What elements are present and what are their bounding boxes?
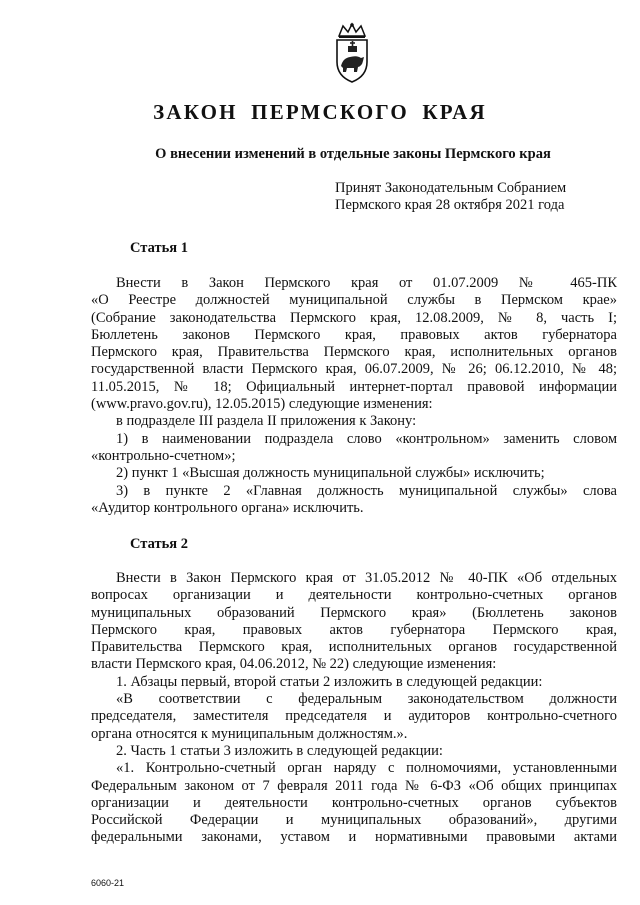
- text-line: организации и деятельности контрольно-счетных органов субъектов: [91, 794, 617, 811]
- text-line: «Аудитор контрольного органа» исключить.: [91, 499, 364, 516]
- adoption-note: [335, 180, 566, 214]
- text-line: 3) в пункте 2 «Главная должность муниципальной службы» слова: [116, 482, 617, 499]
- document-code: 6060-21: [91, 878, 125, 888]
- text-line: государственной власти Пермского края, 06.07.2009, № 26; 06.12.2010, № 48;: [91, 361, 617, 378]
- adoption-line: Пермского края 28 октября 2021 года: [335, 197, 565, 213]
- text-line: председателя, заместителя председателя и аудиторов контрольно-счетного: [91, 708, 617, 725]
- law-title: ЗАКОН ПЕРМСКОГО КРАЯ: [153, 100, 487, 124]
- text-line: 2. Часть 1 статьи 3 изложить в следующей редакции:: [116, 742, 443, 759]
- article-1-body: [91, 275, 617, 517]
- text-line: федеральными законами, уставом и нормативными правовыми актами: [91, 829, 617, 846]
- article-1-heading: Статья 1: [130, 240, 188, 256]
- text-line: (www.pravo.gov.ru), 12.05.2015) следующие изменения:: [91, 396, 433, 413]
- text-line: 1. Абзацы первый, второй статьи 2 изложить в следующей редакции:: [116, 673, 543, 690]
- text-line: 1) в наименовании подраздела слово «контрольном» заменить словом: [116, 430, 617, 447]
- text-line: Правительства Пермского края, исполнительных органов государственной: [91, 639, 617, 656]
- text-line: «В соответствии с федеральным законодательством должности: [116, 691, 617, 708]
- article-2-heading: Статья 2: [130, 536, 188, 552]
- text-line: Внести в Закон Пермского края от 31.05.2012 № 40-ПК «Об отдельных: [116, 570, 617, 586]
- law-subtitle: О внесении изменений в отдельные законы Пермского края: [155, 146, 551, 162]
- text-line: (Собрание законодательства Пермского края, 12.08.2009, № 8, часть I;: [91, 309, 617, 326]
- text-line: Федеральным законом от 7 февраля 2011 года № 6-ФЗ «Об общих принципах: [91, 777, 617, 794]
- text-line: 11.05.2015, № 18; Официальный интернет-портал правовой информации: [91, 378, 617, 395]
- text-line: Российской Федерации и муниципальных образований», другими: [91, 812, 617, 829]
- coat-of-arms-icon: [331, 22, 373, 84]
- text-line: Пермского края, Правительства Пермского края, исполнительных органов: [91, 344, 617, 361]
- text-line: «1. Контрольно-счетный орган наряду с полномочиями, установленными: [116, 760, 617, 777]
- text-line: 2) пункт 1 «Высшая должность муниципальной службы» исключить;: [116, 465, 545, 482]
- text-line: «контрольно-счетном»;: [91, 447, 236, 464]
- text-line: вопросах организации и деятельности контрольно-счетных органов: [91, 587, 617, 604]
- text-line: власти Пермского края, 04.06.2012, № 22) следующие изменения:: [91, 656, 497, 673]
- text-line: Бюллетень законов Пермского края, правовых актов губернатора: [91, 326, 617, 343]
- text-line: в подразделе III раздела II приложения к Закону:: [116, 413, 417, 430]
- text-line: Пермского края, правовых актов губернатора Пермского края,: [91, 621, 617, 638]
- article-2-body: [91, 570, 617, 847]
- text-line: муниципальных образований Пермского края» (Бюллетень законов: [91, 604, 617, 621]
- adoption-line: Принят Законодательным Собранием: [335, 180, 567, 196]
- text-line: органа относятся к муниципальным должностям.».: [91, 725, 408, 742]
- text-line: «О Реестре должностей муниципальной службы в Пермском крае»: [91, 292, 617, 309]
- text-line: Внести в Закон Пермского края от 01.07.2009 № 465-ПК: [116, 275, 617, 291]
